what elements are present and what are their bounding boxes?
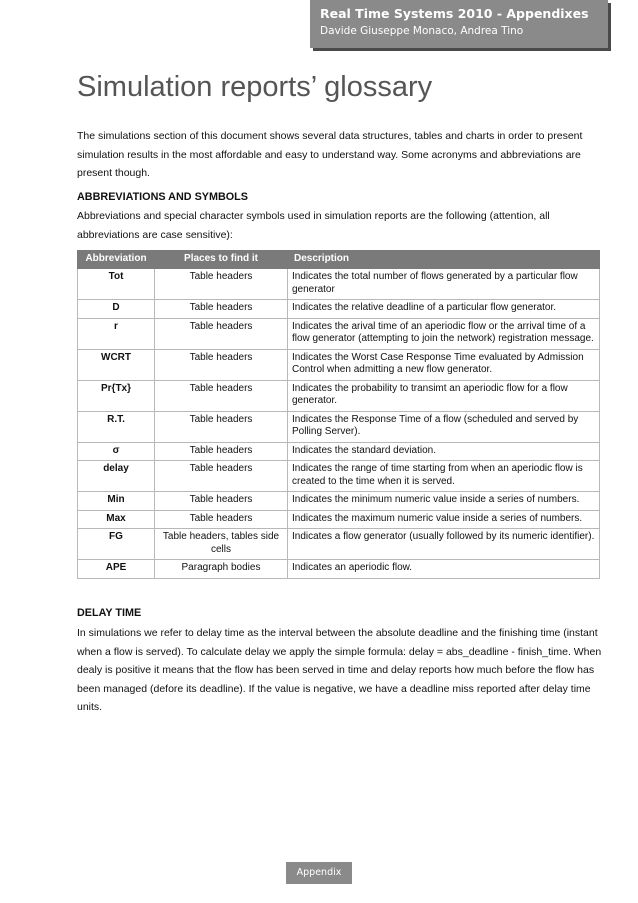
description-cell: Indicates the Response Time of a flow (scheduled and served by Polling Server).	[288, 411, 600, 442]
places-cell: Table headers	[155, 269, 288, 300]
abbreviations-heading: ABBREVIATIONS AND SYMBOLS	[77, 191, 248, 203]
places-cell: Table headers	[155, 300, 288, 319]
abbreviation-cell: Tot	[78, 269, 155, 300]
places-cell: Table headers	[155, 380, 288, 411]
places-cell: Table headers	[155, 411, 288, 442]
table-row	[78, 380, 600, 411]
column-header-places: Places to find it	[155, 251, 288, 269]
abbreviation-cell: Min	[78, 492, 155, 511]
abbreviation-cell: Max	[78, 510, 155, 529]
description-cell: Indicates a flow generator (usually followed by its numeric identifier).	[288, 529, 600, 560]
places-cell: Table headers	[155, 461, 288, 492]
footer-tab	[286, 862, 352, 884]
table-header-row	[78, 251, 600, 269]
description-cell: Indicates the minimum numeric value inside a series of numbers.	[288, 492, 600, 511]
table-row	[78, 269, 600, 300]
description-cell: Indicates an aperiodic flow.	[288, 560, 600, 579]
places-cell: Table headers	[155, 510, 288, 529]
description-cell: Indicates the range of time starting from when an aperiodic flow is created to the time when it is served.	[288, 461, 600, 492]
abbreviation-cell: Pr{Tx}	[78, 380, 155, 411]
table-row	[78, 300, 600, 319]
abbreviation-cell: R.T.	[78, 411, 155, 442]
description-cell: Indicates the Worst Case Response Time evaluated by Admission Control when admitting a new flow generator.	[288, 349, 600, 380]
table-row	[78, 461, 600, 492]
places-cell: Table headers	[155, 492, 288, 511]
table-row	[78, 529, 600, 560]
column-header-abbreviation: Abbreviation	[78, 251, 155, 269]
abbreviation-cell: delay	[78, 461, 155, 492]
description-cell: Indicates the probability to transimt an aperiodic flow for a flow generator.	[288, 380, 600, 411]
description-cell: Indicates the total number of flows generated by a particular flow generator	[288, 269, 600, 300]
places-cell: Table headers	[155, 318, 288, 349]
abbreviation-cell: FG	[78, 529, 155, 560]
header-title: Real Time Systems 2010 - Appendixes	[320, 6, 589, 21]
description-cell: Indicates the arival time of an aperiodic flow or the arrival time of a flow generator (attempting to join the network) registration message.	[288, 318, 600, 349]
column-header-description: Description	[288, 251, 600, 269]
intro-paragraph: The simulations section of this document shows several data structures, tables and charts in order to present simulation results in the most affordable and easy to understand way. Some acronyms and abbreviations are present though.	[77, 130, 583, 179]
description-cell: Indicates the maximum numeric value inside a series of numbers.	[288, 510, 600, 529]
places-cell: Paragraph bodies	[155, 560, 288, 579]
abbreviation-cell: σ	[78, 442, 155, 461]
description-cell: Indicates the relative deadline of a particular flow generator.	[288, 300, 600, 319]
table-row	[78, 349, 600, 380]
table-row	[78, 318, 600, 349]
abbreviation-cell: WCRT	[78, 349, 155, 380]
abbreviations-paragraph: Abbreviations and special character symbols used in simulation reports are the following (attention, all abbreviations are case sensitive):	[77, 210, 550, 241]
table-row	[78, 492, 600, 511]
page-title: Simulation reports’ glossary	[77, 71, 433, 103]
header-banner	[310, 0, 608, 48]
abbreviation-cell: APE	[78, 560, 155, 579]
header-authors: Davide Giuseppe Monaco, Andrea Tino	[320, 25, 524, 37]
glossary-table	[77, 250, 600, 579]
table-row	[78, 442, 600, 461]
abbreviation-cell: D	[78, 300, 155, 319]
table-row	[78, 411, 600, 442]
places-cell: Table headers	[155, 349, 288, 380]
places-cell: Table headers	[155, 442, 288, 461]
footer-label: Appendix	[296, 867, 342, 878]
places-cell: Table headers, tables side cells	[155, 529, 288, 560]
table-row	[78, 510, 600, 529]
delay-time-heading: DELAY TIME	[77, 607, 142, 619]
abbreviation-cell: r	[78, 318, 155, 349]
delay-time-paragraph: In simulations we refer to delay time as the interval between the absolute deadline and the finishing time (instant when a flow is served). To calculate delay we apply the simple formula: delay = abs_deadline - finish_time. When dealy is positive it means that the flow has been served in time and delay reports how much before the flow has been managed (defore its deadline). If the value is negative, we have a deadline miss reported after delay time units.	[77, 627, 602, 713]
table-row	[78, 560, 600, 579]
description-cell: Indicates the standard deviation.	[288, 442, 600, 461]
